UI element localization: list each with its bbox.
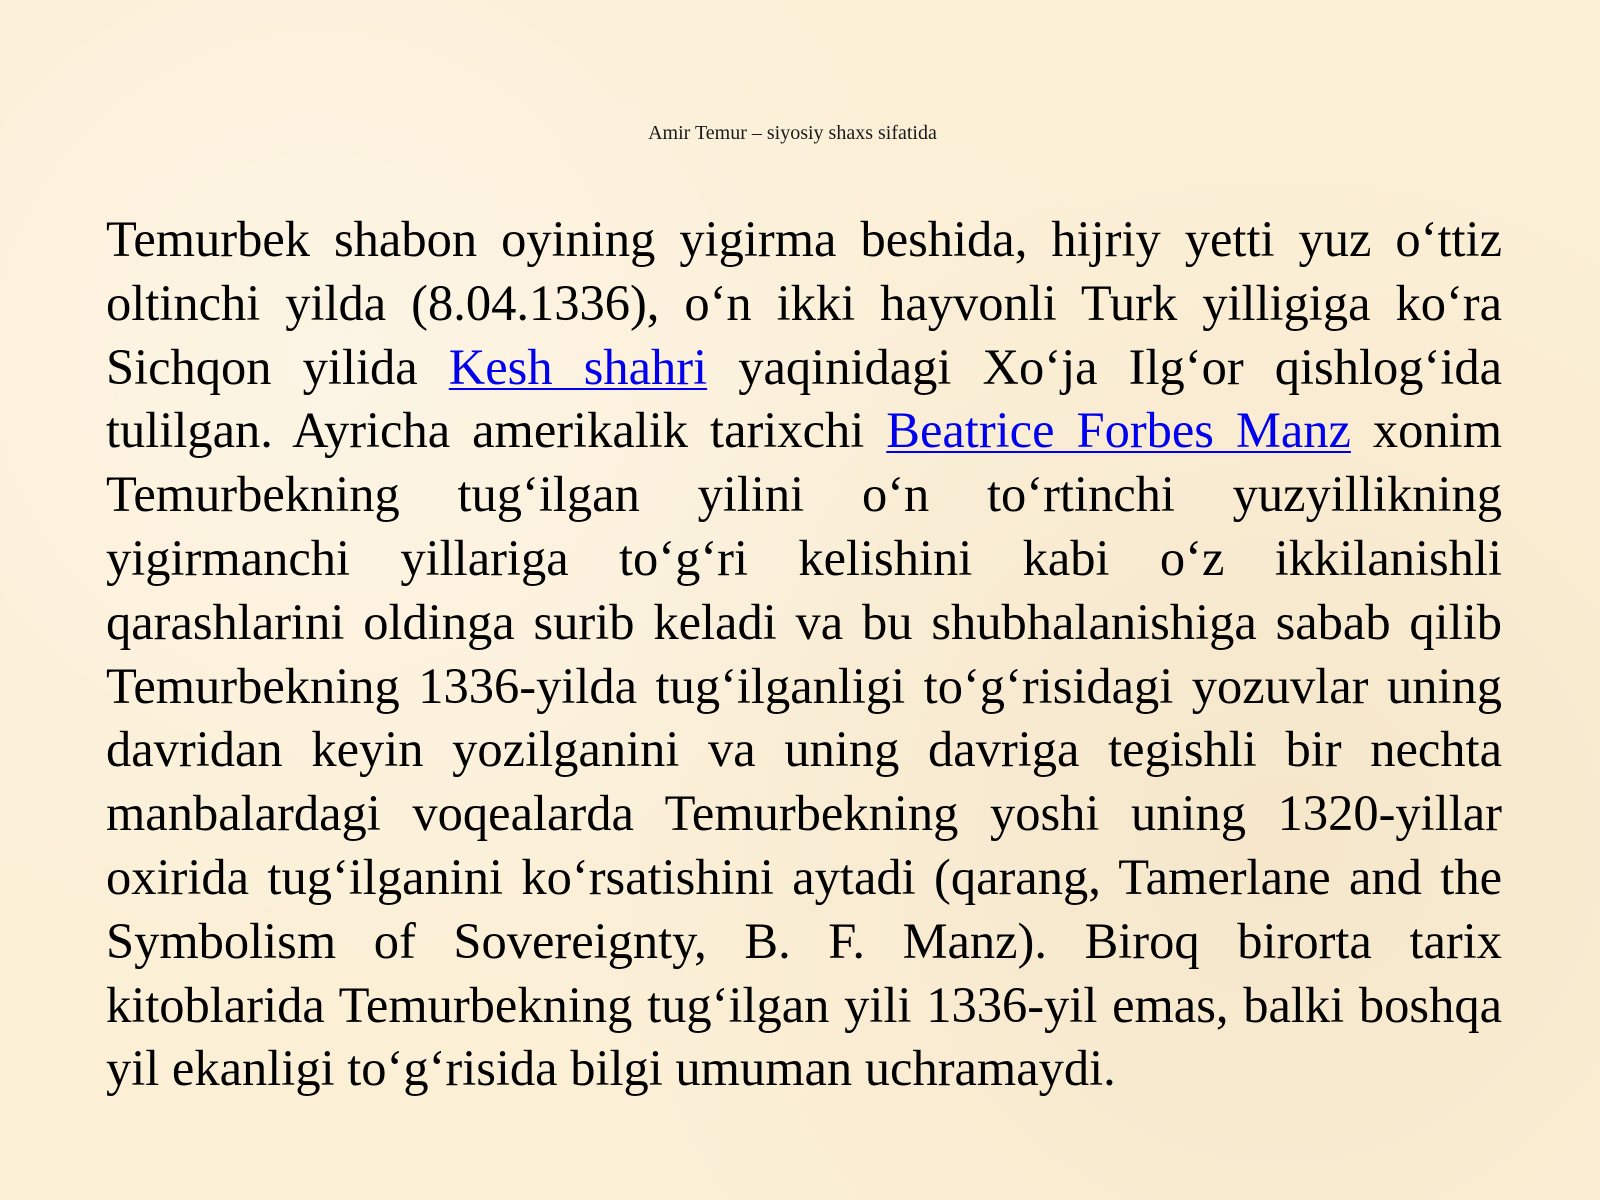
paragraph-text-part-3: xonim Temurbekning tug‘ilgan yilini o‘n to‘rtinchi yuzyillikning yigirmanchi yillariga to‘g‘ri kelishini kabi o‘z ikkilanishli qarashlarini oldinga surib keladi va bu shubhalanishiga sabab qilib Temurbekning 1336-yilda tug‘ilganligi to‘g‘risidagi yozuvlar uning davridan keyin yozilganini va uning davriga tegishli bir nechta manbalardagi voqealarda Temurbekning yoshi uning 1320-yillar oxirida tug‘ilganini ko‘rsatishini aytadi (qarang, Tamerlane and the Symbolism of Sovereignty, B. F. Manz). Biroq birorta tarix kitoblarida Temurbekning tug‘ilgan yili 1336-yil emas, balki boshqa yil ekanligi to‘g‘risida bilgi umuman uchramaydi. [106, 402, 1502, 1097]
slide-body-paragraph [106, 208, 1502, 1101]
paragraph-text-part-1: Temurbek shabon oyining yigirma beshida, hijriy yetti yuz o‘ttiz oltinchi yilda (8.04.1336), o‘n ikki hayvonli Turk yilligiga ko‘ra Sichqon yilida [106, 211, 1502, 395]
kesh-shahri-link[interactable]: Kesh shahri [448, 338, 708, 395]
slide-title: Amir Temur – siyosiy shaxs sifatida [648, 122, 937, 144]
paragraph-text-part-2: yaqinidagi Xo‘ja Ilg‘or qishlog‘ida tulilgan. Ayricha amerikalik tarixchi [106, 338, 1502, 459]
beatrice-forbes-manz-link[interactable]: Beatrice Forbes Manz [886, 402, 1351, 459]
